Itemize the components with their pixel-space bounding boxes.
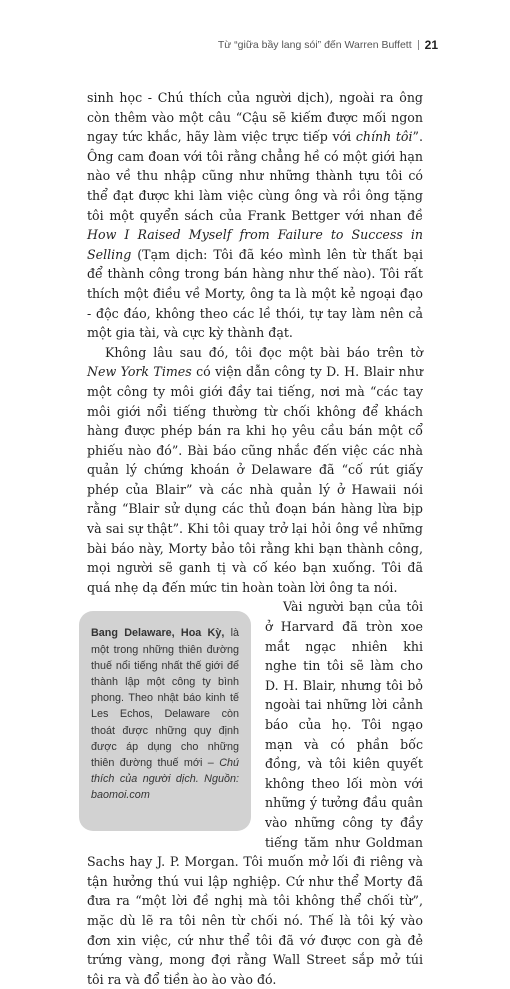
text-run: có viện dẫn công ty D. H. Blair như một công ty môi giới đầy tai tiếng, nơi mà “các tay môi giới nổi tiếng thường từ chối không để khách hàng được phép bán ra khi họ yêu cầu bán một cổ phiếu nào đó”. Bài báo cũng nhắc đến việc các nhà quản lý chứng khoán ở Delaware đã “cố rút giấy phép của Blair” và các nhà quản lý ở Hawaii nói rằng “Blair sử dụng các thủ đoạn bán hàng lừa bịp và sai sự thật”. Khi tôi quay trở lại hỏi ông về những bài báo này, Morty bảo tôi rằng khi bạn thành công, mọi người sẽ ganh tị và cố kéo bạn xuống. Tôi đã quá nhẹ dạ đến mức tin hoàn toàn lời ông ta nói. — [87, 364, 423, 595]
sidebar-note-box — [79, 611, 251, 831]
text-run: (Tạm dịch: Tôi đã kéo mình lên từ thất bại để thành công trong bán hàng như thế nào). Tôi rất thích một điều về Morty, ông ta là một kẻ ngoại đạo - độc đáo, không theo các lề thói, tự tay làm nên cả một gia tài, và cực kỳ thành đạt. — [87, 246, 423, 341]
text-run: Không lâu sau đó, tôi đọc một bài báo trên tờ — [105, 344, 423, 360]
body-text — [87, 88, 423, 989]
running-header — [218, 38, 438, 52]
emphasis-text: chính tôi — [355, 129, 413, 145]
text-run: sinh học - Chú thích của người dịch), ngoài ra ông còn thêm vào một câu “Cậu sẽ kiếm được mối ngon ngay tức khắc, hãy làm việc trực tiếp với — [87, 90, 423, 145]
book-title: How I Raised Myself from Failure to Success in Selling — [87, 227, 423, 262]
page-number: 21 — [424, 38, 438, 52]
paragraph-1 — [87, 88, 423, 343]
sidebar-source: Chú thích của người dịch. Nguồn: baomoi.com — [91, 757, 239, 802]
text-run: ”. Ông cam đoan với tôi rằng chẳng hề có một giới hạn nào về thu nhập cũng như những thành tựu tôi có thể đạt được khi làm việc cùng ông và rồi ông tặng tôi một quyển sách của Frank Bettger với nhan đề — [87, 129, 423, 223]
sidebar-heading: Bang Delaware, Hoa Kỳ, — [91, 627, 225, 640]
running-title: Từ “giữa bầy lang sói” đến Warren Buffett — [217, 39, 412, 51]
sidebar-wrap — [87, 597, 423, 989]
sidebar-text: là một trong những thiên đường thuế nổi tiếng nhất thế giới để thành lập một công ty bình phong. Theo nhật báo kinh tế Les Echos, Delaware còn thoát được những quy định được áp dụng cho những thiên đường thuế mới – — [91, 627, 239, 770]
paragraph-2 — [87, 343, 423, 598]
header-divider — [418, 40, 419, 50]
paragraph-3: Vài người bạn của tôi ở Harvard đã tròn xoe mắt ngạc nhiên khi nghe tin tôi sẽ làm cho D. H. Blair, nhưng tôi bỏ ngoài tai những lời cảnh báo của họ. Tôi ngạo mạn và có phần bốc đồng, và tôi kiên quyết không theo lối mòn với những ý tưởng đầu quân vào những công ty đầy tiếng tăm như Goldman Sachs hay J. P. Morgan. Tôi muốn mở lối đi riêng và tận hưởng thú vui lập nghiệp. Cứ như thể Morty đã đưa ra “một lời đề nghị mà tôi không thể chối từ”, mặc dù lẽ ra tôi nên từ chối nó. Thế là tôi ký vào đơn xin việc, cứ như thể tôi đã vớ được con gà đẻ trứng vàng, mong đợi rằng Wall Street sắp mở túi tôi ra và đổ tiền ào ào vào đó. — [87, 599, 423, 987]
newspaper-title: New York Times — [87, 364, 192, 380]
